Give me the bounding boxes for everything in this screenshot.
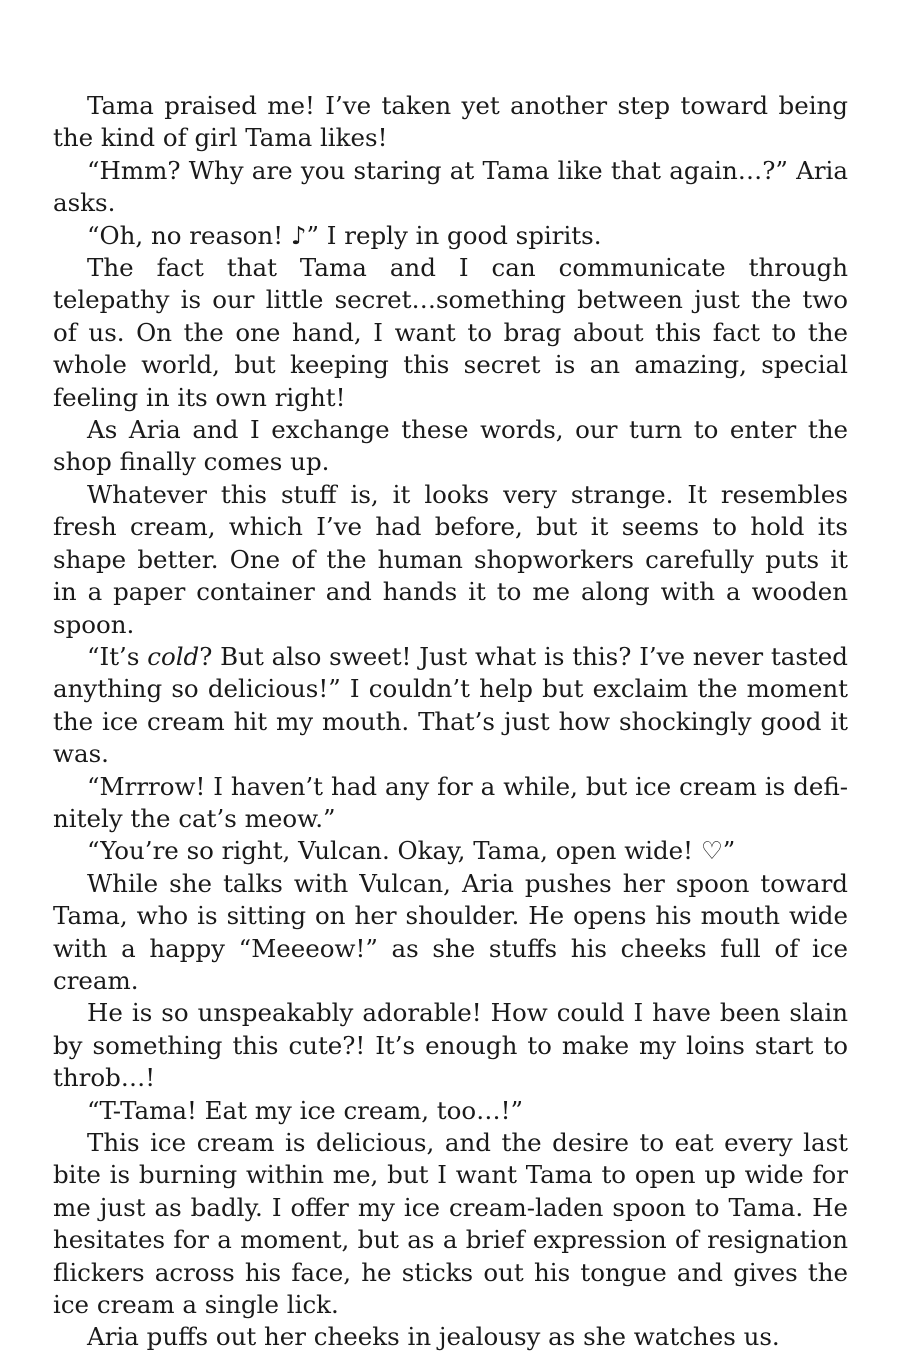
paragraph-text: “It’s [87,641,148,671]
paragraph: Aria puffs out her cheeks in jealousy as she watches us. [87,1322,780,1352]
paragraph-text: ? But also sweet! Just what is this? I’ve never tasted anything so delicious!” I couldn’t help but exclaim the moment the ice cream hit my mouth. That’s just how shockingly good it was. [53,641,848,769]
page-body [53,90,848,1354]
paragraph: “Oh, no reason! ♪” I reply in good spirits. [87,220,602,250]
paragraph: Tama praised me! I’ve taken yet another step toward being the kind of girl Tama likes! [53,91,848,153]
paragraph: While she talks with Vulcan, Aria pushes her spoon toward Tama, who is sitting on her shoulder. He opens his mouth wide with a happy “Meeeow!” as she stuffs his cheeks full of ice cream. [53,868,848,995]
paragraph: He is so unspeakably adorable! How could I have been slain by something this cute?! It’s enough to make my loins start to throb…! [53,998,848,1093]
paragraph: “Mrrrow! I haven’t had any for a while, but ice cream is definitely the cat’s meow.” [53,771,848,833]
paragraph: As Aria and I exchange these words, our turn to enter the shop finally comes up. [53,415,848,477]
paragraph: Whatever this stuff is, it looks very strange. It resembles fresh cream, which I’ve had before, but it seems to hold its shape better. One of the human shopworkers carefully puts it in a paper container and hands it to me along with a wooden spoon. [53,479,848,639]
emphasis-text: cold [147,641,200,671]
paragraph: This ice cream is delicious, and the desire to eat every last bite is burning within me, but I want Tama to open up wide for me just as badly. I offer my ice cream-laden spoon to Tama. He hesitates for a moment, but as a brief expression of resignation flickers across his face, he sticks out his tongue and gives the ice cream a single lick. [53,1128,848,1320]
paragraph [53,641,848,771]
paragraph: “Hmm? Why are you staring at Tama like that again…?” Aria asks. [53,155,848,218]
paragraph: “T-Tama! Eat my ice cream, too…!” [87,1095,524,1125]
paragraph: The fact that Tama and I can communicate through telepathy is our little secret…something between just the two of us. On the one hand, I want to brag about this fact to the whole world, but keeping this secret is an amazing, special feeling in its own right! [53,253,848,412]
paragraph: “You’re so right, Vulcan. Okay, Tama, open wide! ♡” [87,836,736,866]
